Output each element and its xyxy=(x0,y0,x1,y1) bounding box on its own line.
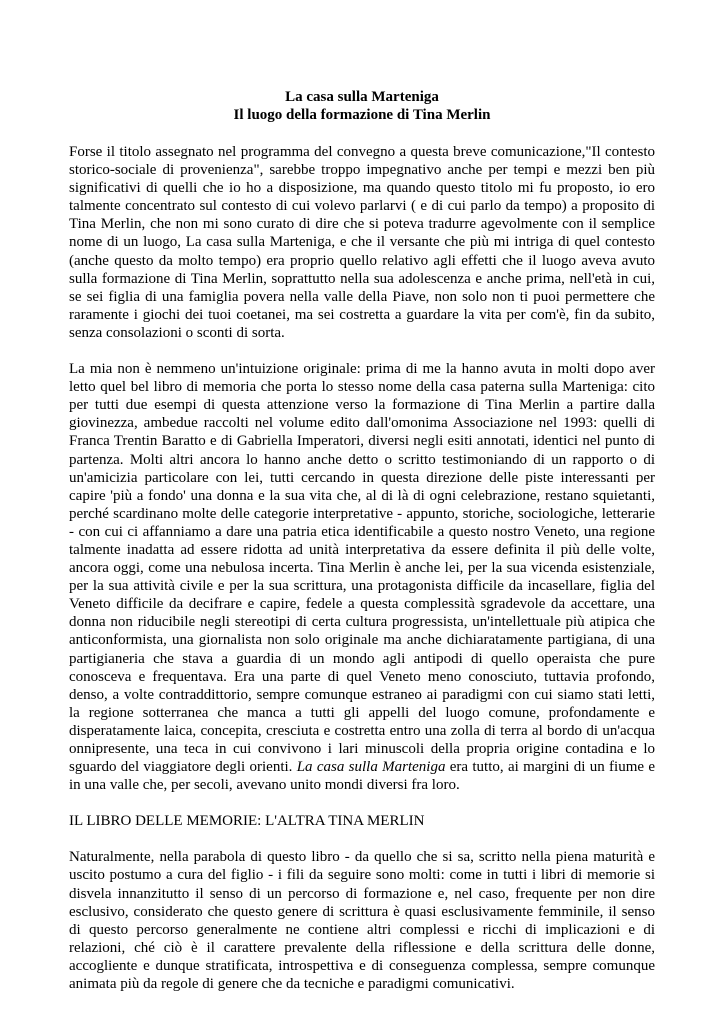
paragraph-2-text: La mia non è nemmeno un'intuizione originale: prima di me la hanno avuta in molti dopo aver letto quel bel libro di memoria che porta lo stesso nome della casa paterna sulla Marteniga: cito per tutti due esempi di questa attenzione verso la formazione di Tina Merlin a partire dalla giovinezza, ambedue raccolti nel volume edito dall'omonima Associazione nel 1993: quelli di Franca Trentin Baratto e di Gabriella Imperatori, diversi negli esiti annotati, identici nel punto di partenza. Molti altri ancora lo hanno anche detto o scritto testimoniando di un rapporto o di un'amicizia particolare con lei, tutti cercando in questa direzione delle piste interessanti per capire 'più a fondo' una donna e la sua vita che, al di là di ogni celebrazione, restano squietanti, perché scardinano molte delle categorie interpretative - appunto, storiche, sociologiche, letterarie - con cui ci affanniamo a dare una patria etica identificabile a questo nostro Veneto, una regione talmente inadatta ad essere ridotta ad unità interpretativa da essere definita il più delle volte, ancora oggi, come una nebulosa incerta. Tina Merlin è anche lei, per la sua vicenda esistenziale, per la sua attività civile e per la sua scrittura, una protagonista difficile da incasellare, figlia del Veneto difficile da decifrare e capire, fedele a questa complessità sgradevole da accettare, una donna non riducibile negli stereotipi di certa cultura progressista, un'intellettuale più atipica che anticonformista, una giornalista non solo originale ma anche dichiaratamente partigiana, di una partigianeria che stava a guardia di un mondo agli antipodi di quello operaista che pure conosceva e frequentava. Era una parte di quel Veneto meno conosciuto, tuttavia profondo, denso, a volte contraddittorio, sempre comunque estraneo ai paradigmi con cui siamo stati letti, la regione sotterranea che manca a tutti gli appelli del luogo comune, profondamente e disperatamente laica, concepita, cresciuta e costretta entro una zolla di terra al bordo di un'acqua onnipresente, una teca in cui convivono i lari minuscoli della propria origine contadina e lo sguardo del viaggiatore degli orienti. xyxy=(69,361,655,776)
spacer xyxy=(69,124,655,143)
paragraph-3: Naturalmente, nella parabola di questo libro - da quello che si sa, scritto nella piena maturità e uscito postumo a cura del figlio - i fili da seguire sono molti: come in tutti i libri di memorie si disvela innanzitutto il senso di un percorso di formazione e, nel caso, frequente per non dire esclusivo, considerato che questo genere di scrittura è quasi esclusivamente femminile, il senso di questo percorso generalmente ne contiene altri complessi e ricchi di implicazioni e di relazioni, ché ciò è il carattere prevalente della riflessione e della scrittura delle donne, accogliente e dunque stratificata, introspettiva e di conseguenza complessa, sempre comunque animata più da regole di genere che da tecniche e paradigmi comunicativi. xyxy=(69,849,655,993)
paragraph-1: Forse il titolo assegnato nel programma del convegno a questa breve comunicazione,"Il contesto storico-sociale di provenienza", sarebbe troppo impegnativo anche per tempi e mezzi ben più significativi di quelli che io ho a disposizione, ma quando questo titolo mi fu proposto, io ero talmente concentrato sul contesto di cui volevo parlarvi ( e di cui parlo da tempo) a proposito di Tina Merlin, che non mi sono curato di dire che si poteva tradurre agevolmente con il semplice nome di un luogo, La casa sulla Marteniga, e che il versante che più mi intriga di quel contesto (anche questo da molto tempo) era proprio quello relativo agli effetti che il luogo aveva avuto sulla formazione di Tina Merlin, soprattutto nella sua adolescenza e anche prima, nell'età in cui, se sei figlia di una famiglia povera nella valle della Piave, non solo non ti puoi permettere che raramente i giochi dei tuoi coetanei, ma sei costretta a guardare la vita per com'è, fin da subito, senza consolazioni o sconti di sorta. xyxy=(69,144,655,341)
document-title: La casa sulla Marteniga xyxy=(285,89,439,105)
spacer xyxy=(69,342,655,360)
paragraph-2-end: era tutto, ai margini di un fiume e in una valle che, per secoli, avevano unito mondi diversi fra loro. xyxy=(69,759,655,794)
section-heading: IL LIBRO DELLE MEMORIE: L'ALTRA TINA MERLIN xyxy=(69,813,425,830)
paragraph-2 xyxy=(69,360,655,794)
spacer xyxy=(69,794,655,812)
document-subtitle: Il luogo della formazione di Tina Merlin xyxy=(233,107,491,123)
book-title-italic: La casa sulla Marteniga xyxy=(296,759,446,776)
spacer xyxy=(69,830,655,848)
document-page xyxy=(69,88,655,993)
